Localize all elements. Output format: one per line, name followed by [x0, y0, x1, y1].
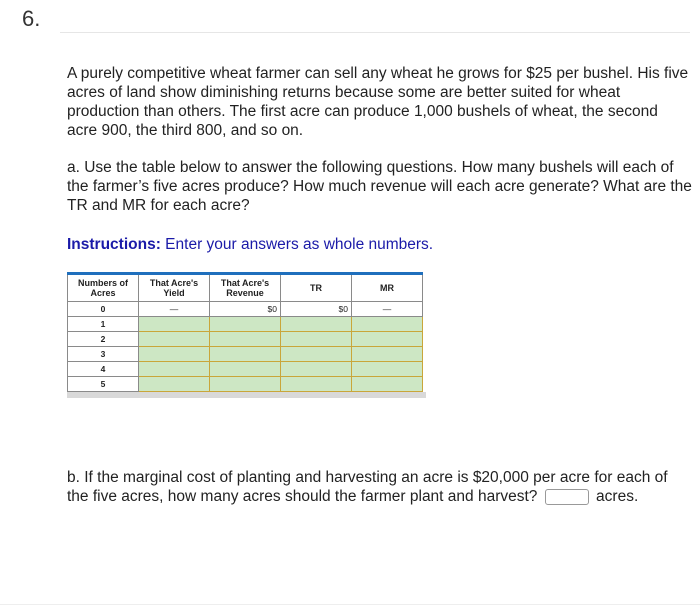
yield-cell: —: [139, 302, 210, 317]
acres-cell: 3: [68, 347, 139, 362]
table-row: [68, 347, 423, 362]
revenue-cell: $0: [210, 302, 281, 317]
yield-input[interactable]: [139, 332, 210, 347]
revenue-input[interactable]: [210, 332, 281, 347]
acres-cell: 0: [68, 302, 139, 317]
header-yield: That Acre's Yield: [139, 274, 210, 302]
revenue-input[interactable]: [210, 317, 281, 332]
tr-input[interactable]: [281, 377, 352, 392]
part-b-paragraph: [67, 468, 692, 506]
table-row: [68, 362, 423, 377]
mr-input[interactable]: [352, 332, 423, 347]
intro-paragraph: A purely competitive wheat farmer can sell any wheat he grows for $25 per bushel. His five acres of land show diminishing returns because some are better suited for wheat production than others. The first acre can produce 1,000 bushels of wheat, the second acre 900, the third 800, and so on.: [67, 65, 689, 139]
header-acres: Numbers of Acres: [68, 274, 139, 302]
acres-cell: 1: [68, 317, 139, 332]
answer-table-wrapper: [67, 272, 426, 398]
tr-input[interactable]: [281, 362, 352, 377]
acres-cell: 5: [68, 377, 139, 392]
mr-input[interactable]: [352, 317, 423, 332]
table-row: [68, 377, 423, 392]
acres-cell: 2: [68, 332, 139, 347]
answer-table: [67, 272, 423, 392]
revenue-input[interactable]: [210, 362, 281, 377]
yield-input[interactable]: [139, 317, 210, 332]
tr-input[interactable]: [281, 332, 352, 347]
mr-input[interactable]: [352, 362, 423, 377]
table-row: [68, 332, 423, 347]
revenue-input[interactable]: [210, 347, 281, 362]
part-b-suffix: acres.: [596, 488, 639, 505]
yield-input[interactable]: [139, 347, 210, 362]
instructions-text: Enter your answers as whole numbers.: [160, 236, 434, 253]
mr-input[interactable]: [352, 377, 423, 392]
instructions: [67, 236, 433, 254]
table-bottom-bar: [67, 392, 426, 398]
mr-input[interactable]: [352, 347, 423, 362]
acres-answer-input[interactable]: [545, 489, 589, 505]
header-mr: MR: [352, 274, 423, 302]
revenue-input[interactable]: [210, 377, 281, 392]
table-row: [68, 302, 423, 317]
part-b-text: b. If the marginal cost of planting and harvesting an acre is $20,000 per acre for each of the five acres, how many acres should the farmer plant and harvest?: [67, 469, 668, 505]
acres-cell: 4: [68, 362, 139, 377]
tr-input[interactable]: [281, 317, 352, 332]
part-a-paragraph: a. Use the table below to answer the following questions. How many bushels will each of the farmer’s five acres produce? How much revenue will each acre generate? What are the TR and MR for each acre?: [67, 159, 692, 214]
divider: [60, 32, 690, 33]
mr-cell: —: [352, 302, 423, 317]
instructions-label: Instructions:: [67, 236, 161, 253]
tr-cell: $0: [281, 302, 352, 317]
question-number: 6.: [22, 6, 41, 31]
header-revenue: That Acre's Revenue: [210, 274, 281, 302]
table-header-row: [68, 274, 423, 302]
tr-input[interactable]: [281, 347, 352, 362]
yield-input[interactable]: [139, 377, 210, 392]
table-row: [68, 317, 423, 332]
yield-input[interactable]: [139, 362, 210, 377]
header-tr: TR: [281, 274, 352, 302]
bottom-divider: [0, 604, 700, 605]
